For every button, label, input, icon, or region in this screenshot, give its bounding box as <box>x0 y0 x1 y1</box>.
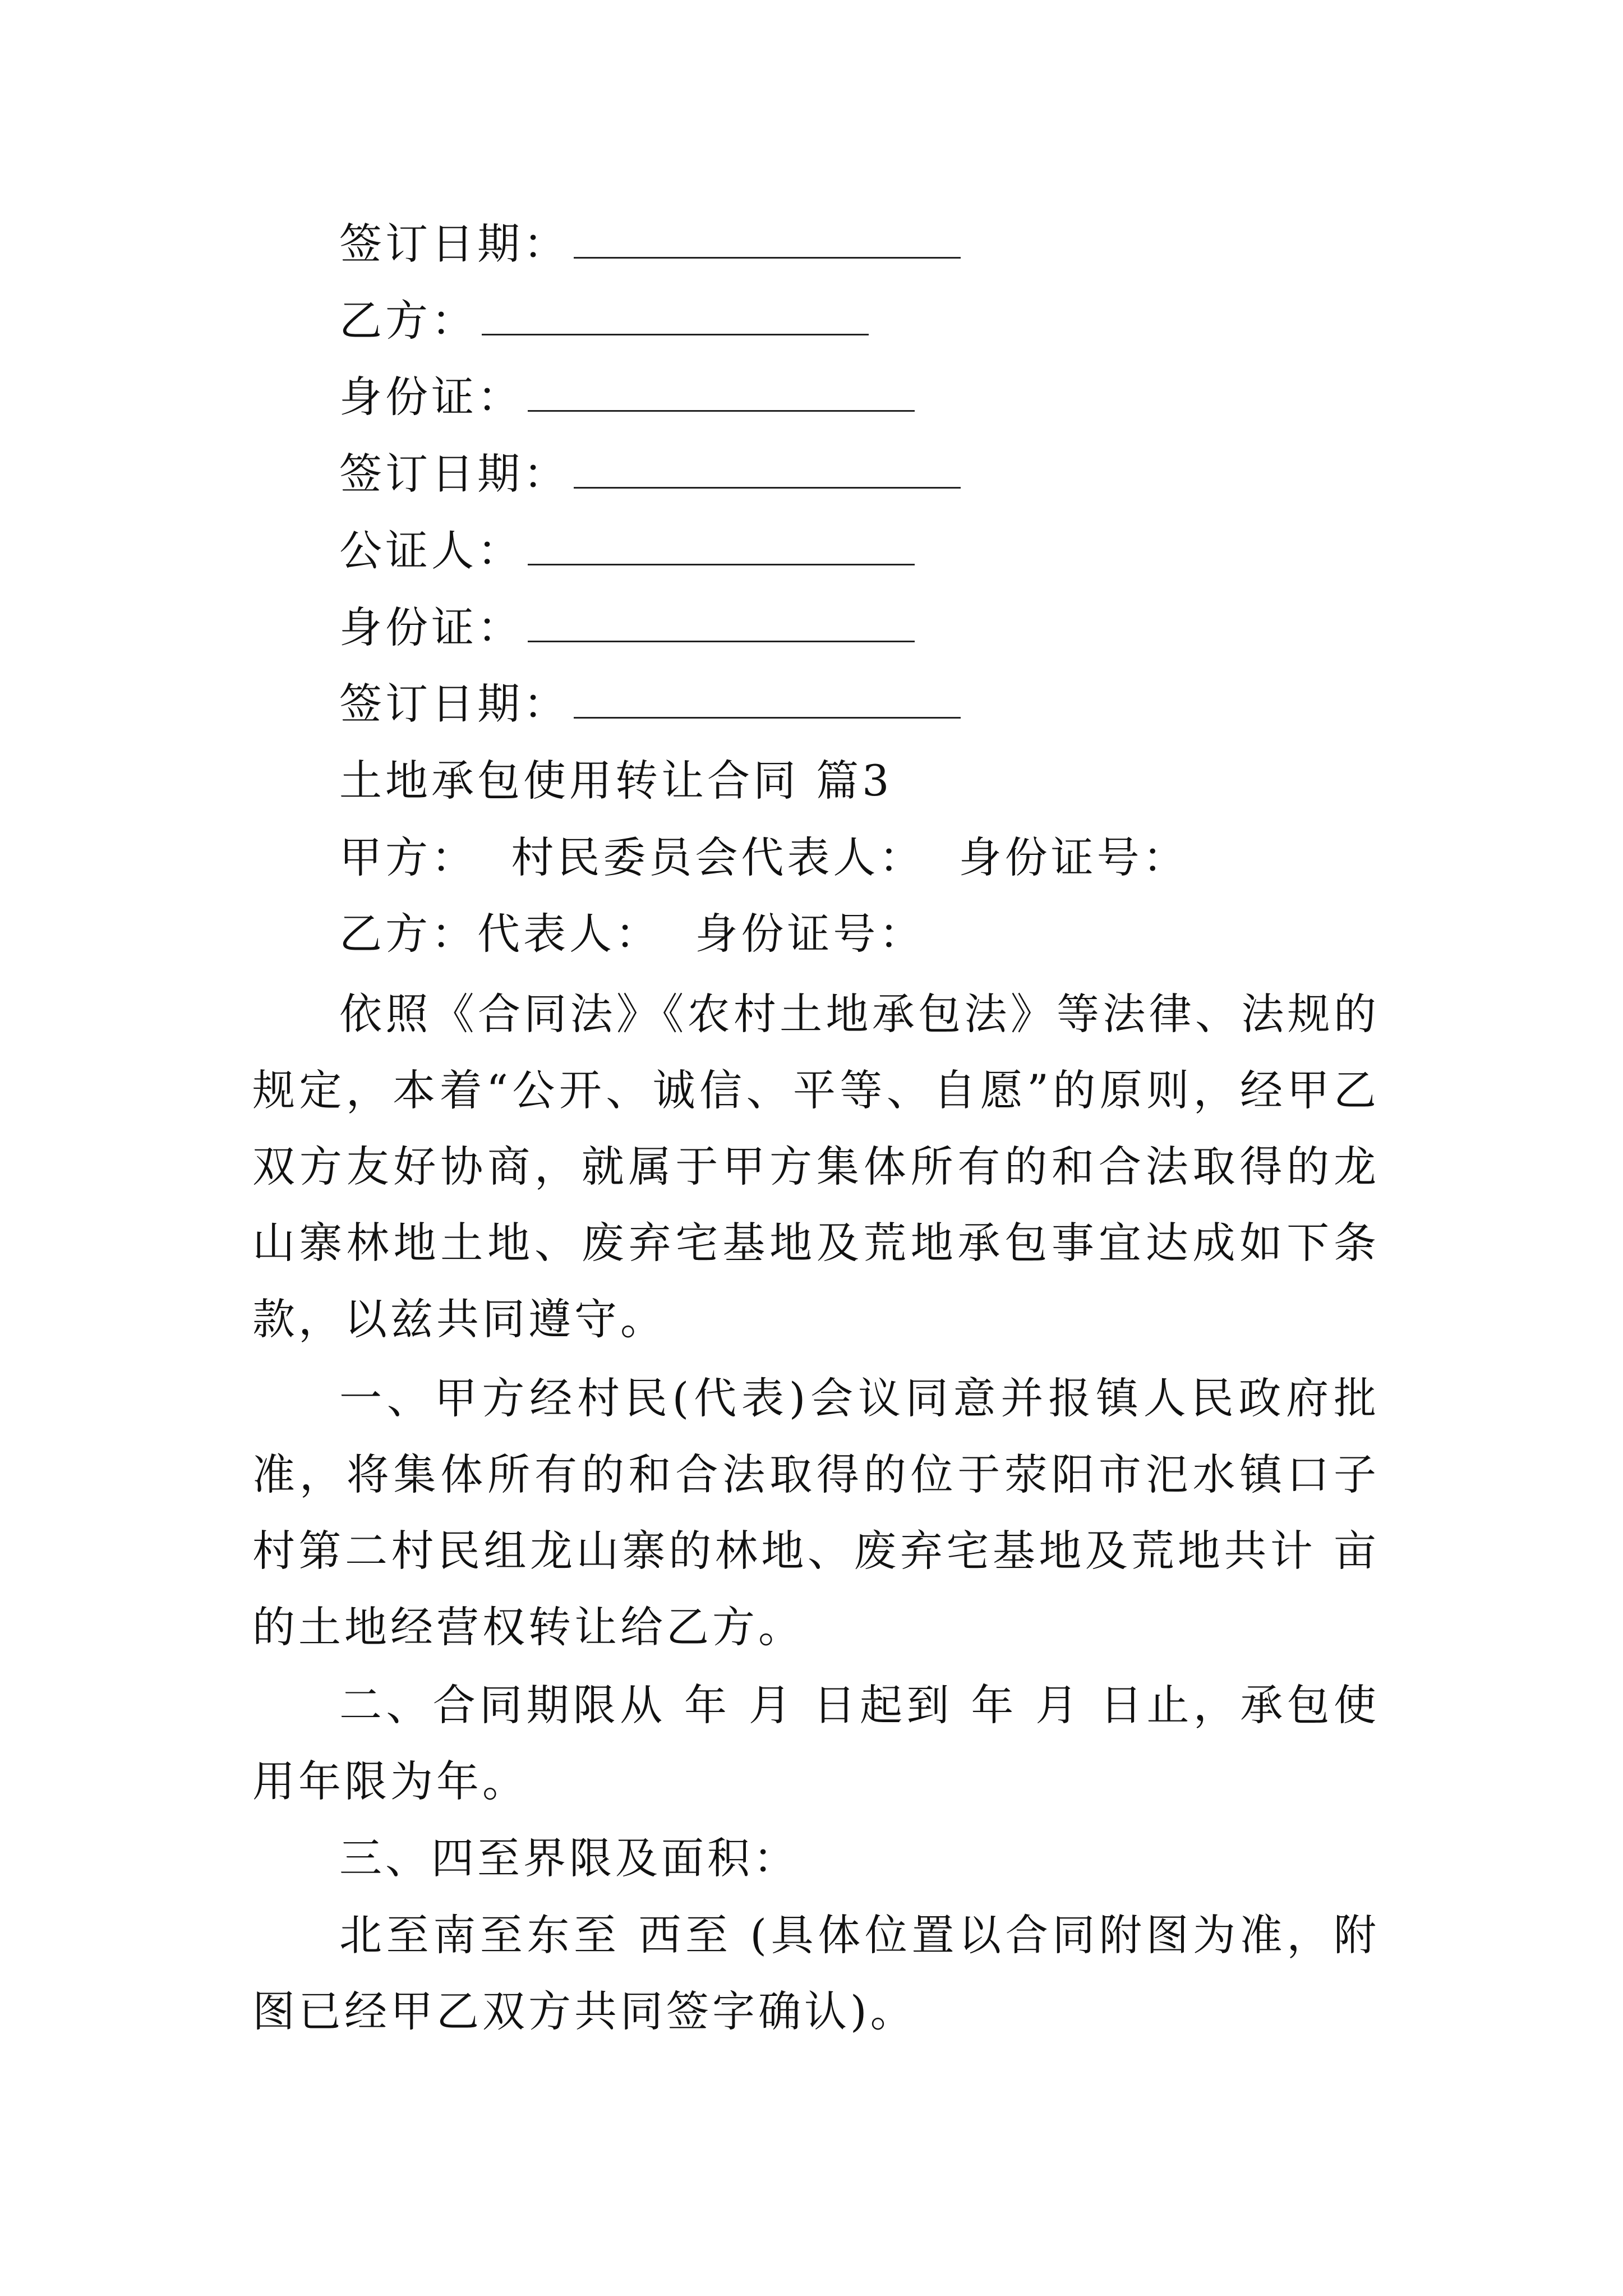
party-a-line: 甲方： 村民委员会代表人： 身份证号： <box>339 832 1189 882</box>
paragraph-boundaries: 北至南至东至 西至 (具体位置以合同附图为准，附图已经甲乙双方共同签字确认)。 <box>252 1910 1380 2036</box>
signing-date-blank <box>574 694 961 719</box>
paragraph-preamble: 依照《合同法》《农村土地承包法》等法律、法规的规定，本着“公开、诚信、平等、自愿”的原则，经甲乙双方友好协商，就属于甲方集体所有的和合法取得的龙山寨林地土地、废弃宅基地及荒地承包事宜达成如下条款，以兹共同遵守。 <box>252 989 1380 1344</box>
id-card-line <box>339 366 915 428</box>
notary-blank <box>528 541 915 565</box>
signing-date-line <box>339 443 961 505</box>
id-card-label: 身份证： <box>339 372 523 422</box>
party-b-sign-line <box>339 290 869 352</box>
id-card-label: 身份证： <box>339 602 523 652</box>
section-title: 土地承包使用转让合同 篇3 <box>339 756 893 806</box>
party-b-line: 乙方：代表人： 身份证号： <box>339 909 925 959</box>
paragraph-clause-1: 一、甲方经村民(代表)会议同意并报镇人民政府批准，将集体所有的和合法取得的位于荥阳市汜水镇口子村第二村民组龙山寨的林地、废弃宅基地及荒地共计 亩的土地经营权转让给乙方。 <box>252 1373 1380 1652</box>
notary-line <box>339 520 915 582</box>
id-card-line <box>339 597 915 659</box>
signing-date-line <box>339 213 961 275</box>
signing-date-line <box>339 673 961 735</box>
signing-date-label: 签订日期： <box>339 219 569 269</box>
signing-date-label: 签订日期： <box>339 679 569 729</box>
party-b-sign-blank <box>482 311 869 335</box>
party-b-sign-label: 乙方： <box>339 296 477 346</box>
paragraph-clause-2: 二、合同期限从 年 月 日起到 年 月 日止，承包使用年限为年。 <box>252 1680 1380 1806</box>
notary-label: 公证人： <box>339 526 523 576</box>
signing-date-blank <box>574 234 961 259</box>
paragraph-clause-3: 三、四至界限及面积： <box>339 1833 799 1883</box>
signing-date-label: 签订日期： <box>339 449 569 499</box>
id-card-blank <box>528 618 915 642</box>
signing-date-blank <box>574 464 961 489</box>
id-card-blank <box>528 388 915 412</box>
